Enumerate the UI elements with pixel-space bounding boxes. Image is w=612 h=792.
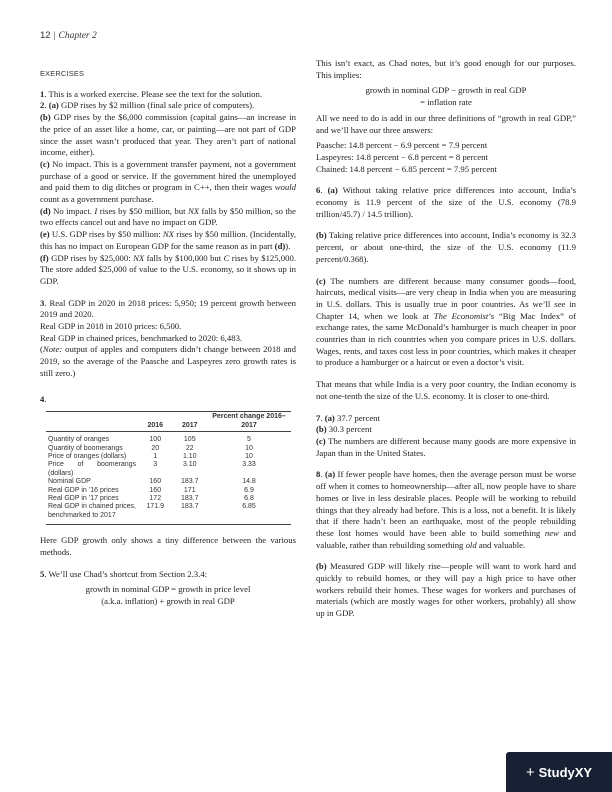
header-separator: |	[53, 31, 56, 41]
paragraph: All we need to do is add in our three definitions of “growth in real GDP,” and we’ll have our three answers:	[316, 112, 576, 135]
exercise-2: 2. (a) GDP rises by $2 million (final sale price of computers). (b) GDP rises by the $6,000 commission (capital gains—an increase in the price of an asset like a home, car, or painting—are not part of GDP since the asset wasn’t produced that year. They aren’t part of national income, either). (c) No impact. This is a government transfer payment, not a government purchase of a good or service. If the government hired the unemployed and paid them to dig ditches or program in C++, then their wages would count as a government purchase. (d) No impact. I rises by $50 million, but NX falls by $50 million, so the two effects cancel out and have no impact on GDP. (e) U.S. GDP rises by $50 million: NX rises by $50 million. (Incidentally, this has no impact on European GDP for the same reason as in part (d)). (f) GDP rises by $25,000: NX falls by $100,000 but C rises by $125,000. The store added $25,000 of value to the U.S. economy, so it shows up in GDP.	[40, 100, 297, 286]
exercise-7: 7. (a) 37.7 percent (b) 30.3 percent (c) The numbers are different because many goods are more expensive in Japan than in the United States.	[316, 412, 576, 458]
equation: (a.k.a. inflation) + growth in real GDP	[101, 595, 235, 606]
equation: growth in nominal GDP = growth in price level	[85, 584, 251, 595]
table-comment: Here GDP growth only shows a tiny difference between the various methods.	[40, 535, 296, 557]
exercises-heading: EXERCISES	[40, 69, 85, 78]
table-row: Quantity of oranges 100 105 5	[48, 436, 251, 444]
exercise-3: 3. Real GDP in 2020 in 2018 prices: 5,950; 19 percent growth between 2019 and 2020. Real GDP in 2018 in 2010 prices: 6,500. Real GDP in chained prices, benchmarked to 2020: 6,483. (Note: output of apples and computers didn’t change between 2018 and 2019, so the average of the Paasche and Laspeyres zero growth rates is still zero.)	[40, 297, 296, 378]
exercise-1: 1. This is a worked exercise. Please see the text for the solution.	[40, 88, 263, 99]
chained-line: Chained: 14.8 percent − 6.85 percent = 7.95 percent	[316, 163, 497, 174]
page-header	[40, 30, 97, 41]
exercise-6: 6. (a) Without taking relative price differences into account, India’s economy is 11.9 percent of the size of the U.S. economy (78.9 trillion/45.7) / 14.5 trillion). (b) Taking relative price differences into account, India’s economy is 32.3 percent, or about one-third, the size of the U.S. economy (11.9 percent/0.368). (c) The numbers are different because many consumer goods—food, haircuts, medical visits—are very cheap in India when you are measuring in U.S. dollars. This is usually true in poor countries. As we’ll see in Chapter 14, when we look at The Economist’s “Big Mac Index” of exchange rates, the same McDonald’s hamburger is much cheaper in poor countries than in rich countries when you compare prices in U.S. dollars. Wages, rents, and taxes cost less in poor countries, which makes it cheaper to produce a hamburger or a haircut or even a doctor’s visit. That means that while India is a very poor country, the Indian economy is not one-tenth the size of the U.S. economy. It is closer to one-third.	[316, 185, 576, 401]
brand-name: StudyXY	[538, 764, 593, 780]
table-row: Real GDP in chained prices, benchmarked to 2017 171.9 183.7 6.85	[46, 503, 291, 524]
left-column	[40, 68, 296, 608]
intro-paragraph: This isn’t exact, as Chad notes, but it’s good enough for our purposes. This implies:	[316, 58, 576, 80]
plus-icon: +	[525, 763, 535, 781]
page-number: 12	[40, 30, 51, 41]
right-column	[316, 58, 576, 620]
studyxy-watermark	[506, 752, 612, 792]
table-row: Price of oranges (dollars) 1 1.10 10	[48, 452, 253, 460]
chapter-title: Chapter 2	[58, 31, 97, 41]
gdp-table	[46, 411, 291, 525]
table-row: Nominal GDP 160 183.7 14.8	[48, 478, 256, 486]
table-row: Quantity of boomerangs 20 22 10	[48, 444, 253, 452]
exercise-5: 5. We’ll use Chad’s shortcut from Section 2.3.4: growth in nominal GDP = growth in price level (a.k.a. inflation) + growth in real GDP	[40, 569, 296, 608]
paasche-line: Paasche: 14.8 percent − 6.9 percent = 7.9 percent	[316, 140, 488, 151]
table-row: Real GDP in ’16 prices 160 171 6.9	[48, 486, 254, 494]
table-header-row: 2016 2017 Percent change 2016–2017	[46, 412, 291, 432]
table-row: Price of boomerangs (dollars) 3 3.10 3.33	[48, 461, 256, 477]
exercise-4: 4.	[40, 393, 47, 404]
exercise-8: 8. (a) If fewer people have homes, then the average person must be worse off when it comes to homeownership—after all, now people have to share homes or live in less desirable places. People will be working to rebuild things that they already had before. This is a loss, not a benefit. It is likely that if there hadn’t been an earthquake, most of the people rebuilding these lost homes would have been able to build something new and valuable, rather than rebuilding something old and valuable. (b) Measured GDP will likely rise—people will want to work hard and quickly to rebuild homes, or they will pay a high price to have other workers rebuild their homes. These wages for workers and purchases of materials (which are mostly wages for other workers, probably) all show up in GDP.	[316, 469, 577, 619]
equation: = inflation rate	[420, 97, 472, 108]
equation: growth in nominal GDP − growth in real GDP	[365, 85, 527, 96]
laspeyres-line: Laspeyres: 14.8 percent − 6.8 percent = 8 percent	[316, 151, 488, 162]
table-row: Real GDP in ’17 prices 172 183.7 6.8	[48, 494, 254, 502]
